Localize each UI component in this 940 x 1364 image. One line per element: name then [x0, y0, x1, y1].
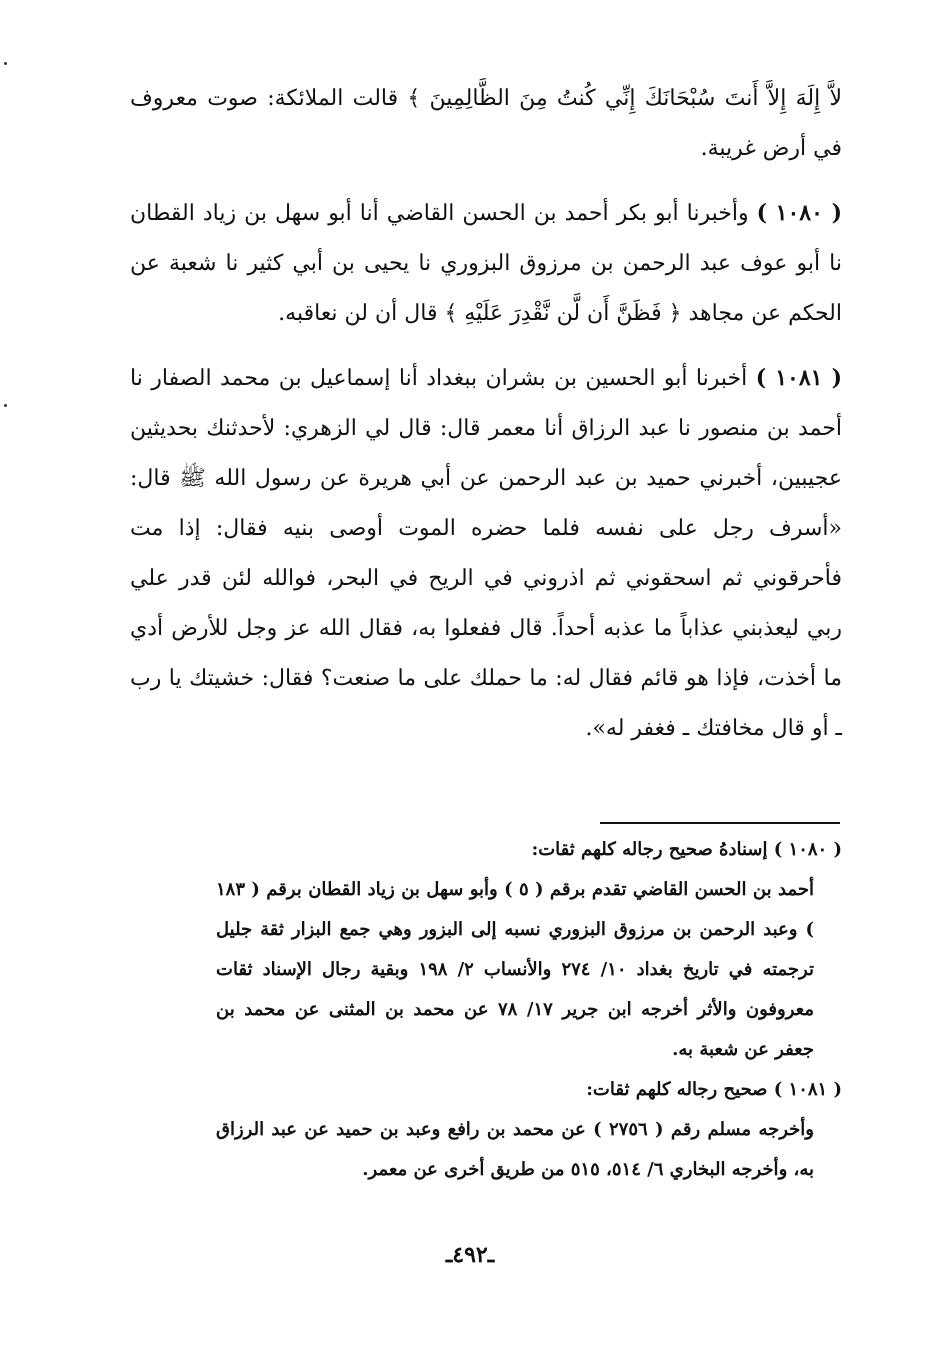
paragraph-continuation: [130, 74, 842, 174]
footnote-divider: [600, 822, 840, 824]
paragraph-text: لاَّ إِلَهَ إِلاَّ أَنتَ سُبْحَانَكَ إِنِّي كُنتُ مِنَ الظَّالِمِينَ ﴾ قالت الملائكة: صوت معروف في أرض غريبة.: [130, 86, 842, 161]
margin-mark: [4, 62, 7, 65]
page-number: ـ٤٩٢ـ: [445, 1242, 495, 1268]
paragraph-text: وأخبرنا أبو بكر أحمد بن الحسن القاضي أنا أبو سهل بن زياد القطان نا أبو عوف عبد الرحمن بن مرزوق البزوري نا يحيى بن أبي كثير نا شعبة عن الحكم عن مجاهد ﴿ فَظَنَّ أَن لَّن نَّقْدِرَ عَلَيْهِ ﴾ قال أن لن نعاقبه.: [130, 201, 842, 326]
footnote-heading: ( ١٠٨٠ ) إسنادهُ صحيح رجاله كلهم ثقات:: [531, 839, 842, 860]
footnote-body: أحمد بن الحسن القاضي تقدم برقم ( ٥ ) وأبو سهل بن زياد القطان برقم ( ١٨٣ ) وعبد الرحمن بن مرزوق البزوري نسبه إلى البزور وهي جمع البزار ثقة جليل ترجمته في تاريخ بغداد ١٠/ ٢٧٤ والأنساب ٢/ ١٩٨ وبقية رجال الإسناد ثقات معروفون والأثر أخرجه ابن جرير ١٧/ ٧٨ عن محمد بن المثنى عن محمد بن جعفر عن شعبة به.: [216, 879, 814, 1060]
hadith-number: ( ١٠٨١ ): [755, 365, 842, 391]
paragraph-1080: [130, 188, 842, 339]
margin-mark: [4, 404, 7, 407]
paragraph-text: أخبرنا أبو الحسين بن بشران ببغداد أنا إسماعيل بن محمد الصفار نا أحمد بن منصور نا عبد الرزاق أنا معمر قال: قال لي الزهري: لأحدثنك بحديثين عجيبين، أخبرني حميد بن عبد الرحمن عن أبي هريرة عن رسول الله ﷺ قال: «أسرف رجل على نفسه فلما حضره الموت أوصى بنيه فقال: إذا مت فأحرقوني ثم اسحقوني ثم اذروني في الريح في البحر، فوالله لئن قدر علي ربي ليعذبني عذاباً ما عذبه أحداً. قال ففعلوا به، فقال الله عز وجل للأرض أدي ما أخذت، فإذا هو قائم فقال له: ما حملك على ما صنعت؟ فقال: خشيتك يا رب ـ أو قال مخافتك ـ فغفر له».: [130, 366, 842, 741]
footnote-body: وأخرجه مسلم رقم ( ٢٧٥٦ ) عن محمد بن رافع وعبد بن حميد عن عبد الرزاق به، وأخرجه البخاري ٦/ ٥١٤، ٥١٥ من طريق أخرى عن معمر.: [216, 1119, 814, 1180]
main-text: [130, 74, 842, 754]
hadith-number: ( ١٠٨٠ ): [756, 200, 842, 226]
footnotes: [130, 830, 842, 1190]
paragraph-1081: [130, 353, 842, 754]
footnote-heading: ( ١٠٨١ ) صحيح رجاله كلهم ثقات:: [586, 1079, 842, 1100]
